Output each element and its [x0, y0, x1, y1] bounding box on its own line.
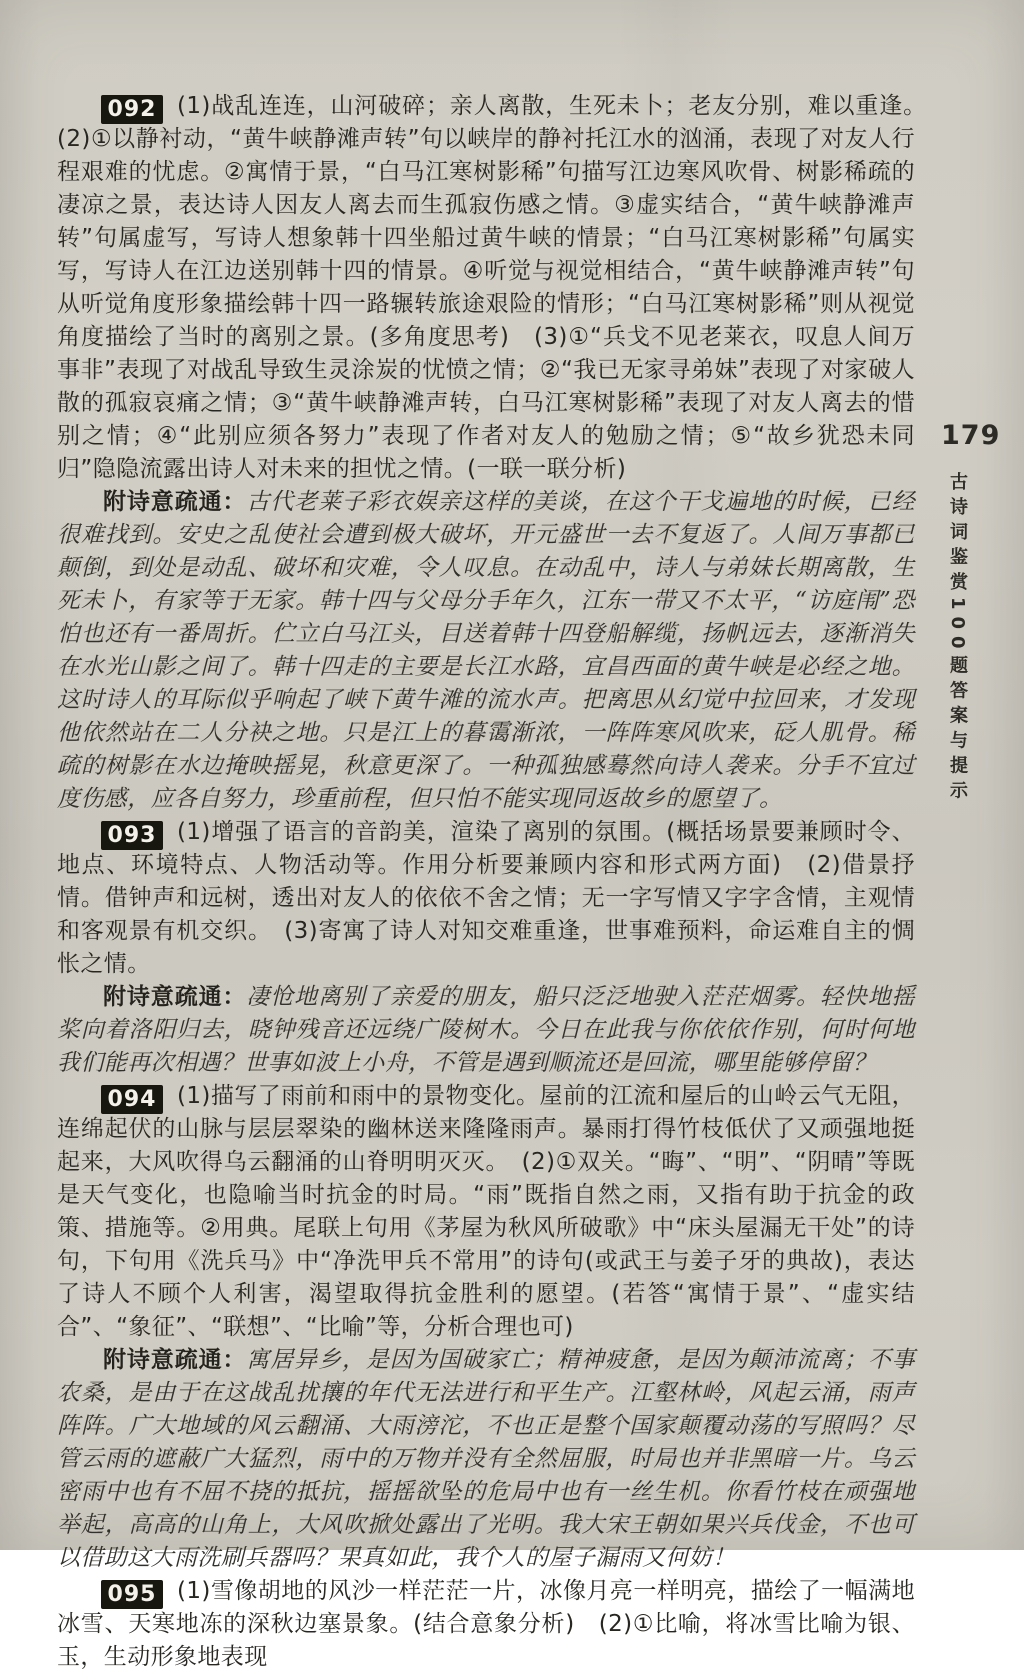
answer-paragraph: [57, 816, 915, 981]
question-number-badge: 092: [101, 95, 163, 124]
answer-paragraph: [57, 1575, 915, 1674]
question-number-badge: 093: [101, 821, 163, 850]
answer-block-095: [57, 1575, 915, 1674]
page-number: 179: [941, 420, 1001, 451]
margin-section-title: 古诗词鉴赏100题答案与提示: [947, 472, 968, 806]
poem-paraphrase-paragraph: [57, 486, 915, 816]
answer-paragraph: [57, 90, 939, 486]
answer-text: (1)雪像胡地的风沙一样茫茫一片，冰像月亮一样明亮，描绘了一幅满地冰雪、天寒地冻的深秋边塞景象。(结合意象分析) (2)①比喻，将冰雪比喻为银、玉，生动形象地表现: [57, 1578, 915, 1670]
paraphrase-label: 附诗意疏通：: [103, 1347, 247, 1373]
answers-text-column: [57, 90, 939, 1674]
answer-block-094: [57, 1080, 915, 1575]
paraphrase-label: 附诗意疏通：: [103, 984, 247, 1010]
paraphrase-label: 附诗意疏通：: [103, 489, 247, 515]
poem-paraphrase-paragraph: [57, 981, 915, 1080]
answer-block-093: [57, 816, 915, 1080]
answer-text: (1)描写了雨前和雨中的景物变化。屋前的江流和屋后的山岭云气无阻，连绵起伏的山脉与层层翠染的幽林送来隆隆雨声。暴雨打得竹枝低伏了又顽强地挺起来，大风吹得乌云翻涌的山脊明明灭灭。 (2)①双关。“晦”、“明”、“阴晴”等既是天气变化，也隐喻当时抗金的时局。“雨”既指自然之雨，又指有助于抗金的政策、措施等。②用典。尾联上句用《茅屋为秋风所破歌》中“床头屋漏无干处”的诗句，下句用《洗兵马》中“净洗甲兵不常用”的诗句(或武王与姜子牙的典故)，表达了诗人不顾个人利害，渴望取得抗金胜利的愿望。(若答“寓情于景”、“虚实结合”、“象征”、“联想”、“比喻”等，分析合理也可): [57, 1083, 915, 1340]
poem-paraphrase-paragraph: [57, 1344, 915, 1575]
paraphrase-text: 古代老莱子彩衣娱亲这样的美谈，在这个干戈遍地的时候，已经很难找到。安史之乱使社会遭到极大破坏，开元盛世一去不复返了。人间万事都已颠倒，到处是动乱、破坏和灾难，令人叹息。在动乱中，诗人与弟妹长期离散，生死未卜，有家等于无家。韩十四与父母分手年久，江东一带又不太平，“访庭闱”恐怕也还有一番周折。伫立白马江头，目送着韩十四登船解缆，扬帆远去，逐渐消失在水光山影之间了。韩十四走的主要是长江水路，宜昌西面的黄牛峡是必经之地。这时诗人的耳际似乎响起了峡下黄牛滩的流水声。把离思从幻觉中拉回来，才发现他依然站在二人分袂之地。只是江上的暮霭渐浓，一阵阵寒风吹来，砭人肌骨。稀疏的树影在水边掩映摇晃，秋意更深了。一种孤独感蓦然向诗人袭来。分手不宜过度伤感，应各自努力，珍重前程，但只怕不能实现同返故乡的愿望了。: [57, 489, 916, 812]
paraphrase-text: 凄怆地离别了亲爱的朋友，船只泛泛地驶入茫茫烟雾。轻快地摇桨向着洛阳归去，晓钟残音还远绕广陵树木。今日在此我与你依依作别，何时何地我们能再次相遇？世事如波上小舟，不管是遇到顺流还是回流，哪里能够停留？: [57, 984, 916, 1076]
answer-text: (1)增强了语言的音韵美，渲染了离别的氛围。(概括场景要兼顾时令、地点、环境特点、人物活动等。作用分析要兼顾内容和形式两方面) (2)借景抒情。借钟声和远树，透出对友人的依依不舍之情；无一字写情又字字含情，主观情和客观景有机交织。 (3)寄寓了诗人对知交难重逢，世事难预料，命运难自主的惆怅之情。: [57, 819, 915, 977]
answer-block-092: [57, 90, 939, 816]
answer-text: (1)战乱连连，山河破碎；亲人离散，生死未卜；老友分别，难以重逢。 (2)①以静衬动，“黄牛峡静滩声转”句以峡岸的静衬托江水的汹涌，表现了对友人行程艰难的忧虑。②寓情于景，“白马江寒树影稀”句描写江边寒风吹骨、树影稀疏的凄凉之景，表达诗人因友人离去而生孤寂伤感之情。③虚实结合，“黄牛峡静滩声转”句属虚写，写诗人想象韩十四坐船过黄牛峡的情景；“白马江寒树影稀”句属实写，写诗人在江边送别韩十四的情景。④听觉与视觉相结合，“黄牛峡静滩声转”句从听觉角度形象描绘韩十四一路辗转旅途艰险的情形；“白马江寒树影稀”则从视觉角度描绘了当时的离别之景。(多角度思考) (3)①“兵戈不见老莱衣，叹息人间万事非”表现了对战乱导致生灵涂炭的忧愤之情；②“我已无家寻弟妹”表现了对家破人散的孤寂哀痛之情；③“黄牛峡静滩声转，白马江寒树影稀”表现了对友人离去的惜别之情；④“此别应须各努力”表现了作者对友人的勉励之情；⑤“故乡犹恐未同归”隐隐流露出诗人对未来的担忧之情。(一联一联分析): [57, 93, 939, 482]
question-number-badge: 095: [101, 1580, 163, 1609]
question-number-badge: 094: [101, 1085, 163, 1114]
paraphrase-text: 寓居异乡，是因为国破家亡；精神疲惫，是因为颠沛流离；不事农桑，是由于在这战乱扰攘的年代无法进行和平生产。江壑林岭，风起云涌，雨声阵阵。广大地域的风云翻涌、大雨滂沱，不也正是整个国家颠覆动荡的写照吗？尽管云雨的遮蔽广大猛烈，雨中的万物并没有全然屈服，时局也并非黑暗一片。乌云密雨中也有不屈不挠的抵抗，摇摇欲坠的危局中也有一丝生机。你看竹枝在顽强地举起，高高的山角上，大风吹掀处露出了光明。我大宋王朝如果兴兵伐金，不也可以借助这大雨洗刷兵器吗？果真如此，我个人的屋子漏雨又何妨！: [57, 1347, 916, 1571]
answer-paragraph: [57, 1080, 915, 1344]
